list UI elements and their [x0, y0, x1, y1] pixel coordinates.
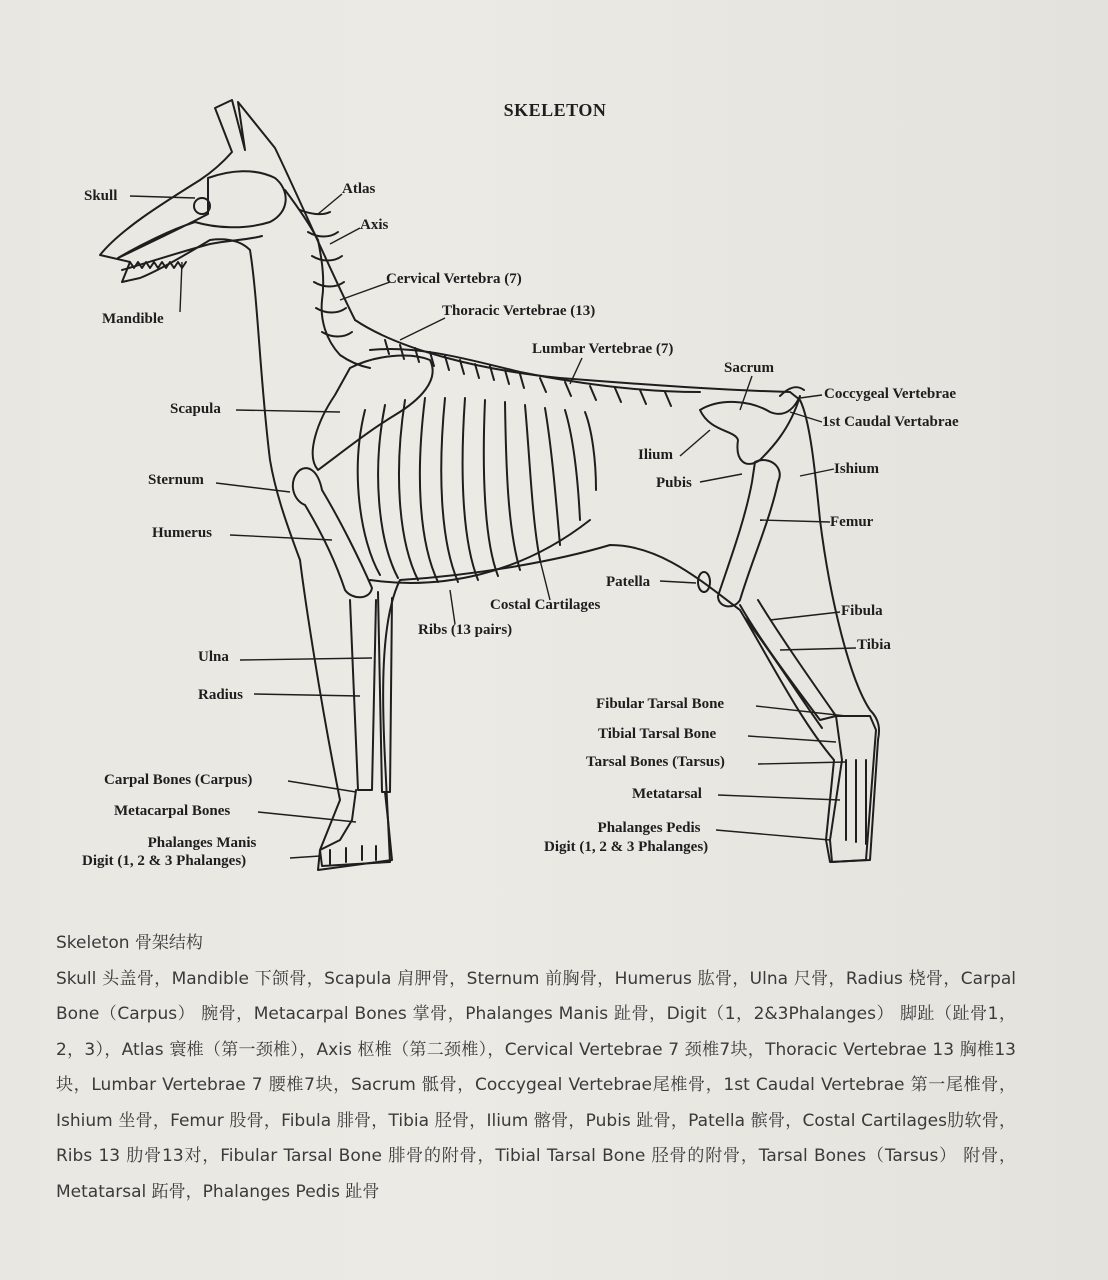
- label-thoracic-vertebrae: Thoracic Vertebrae (13): [442, 303, 596, 319]
- label-tarsal-bones: Tarsal Bones (Tarsus): [586, 754, 725, 770]
- label-fibular-tarsal-bone: Fibular Tarsal Bone: [596, 696, 725, 712]
- ribcage: [358, 398, 596, 583]
- label-digit-hind: Digit (1, 2 & 3 Phalanges): [544, 839, 709, 855]
- label-skull: Skull: [84, 188, 118, 204]
- label-cervical-vertebra: Cervical Vertebra (7): [386, 271, 522, 287]
- label-sacrum: Sacrum: [724, 360, 774, 376]
- label-sternum: Sternum: [148, 472, 204, 488]
- pelvis-shape: [700, 396, 800, 464]
- label-axis: Axis: [360, 217, 389, 233]
- label-phalanges-pedis: Phalanges Pedis: [597, 820, 701, 836]
- label-coccygeal-vertebrae: Coccygeal Vertebrae: [824, 386, 957, 402]
- label-metatarsal: Metatarsal: [632, 786, 702, 802]
- label-1st-caudal-vertebrae: 1st Caudal Vertabrae: [822, 414, 959, 430]
- label-lumbar-vertebrae: Lumbar Vertebrae (7): [532, 341, 674, 357]
- label-ilium: Ilium: [638, 447, 674, 463]
- label-digit-front: Digit (1, 2 & 3 Phalanges): [82, 853, 247, 869]
- label-phalanges-manis: Phalanges Manis: [147, 835, 257, 851]
- caption-heading: Skeleton 骨架结构: [56, 933, 203, 953]
- femur-shape: [718, 460, 780, 606]
- label-mandible: Mandible: [102, 311, 164, 327]
- leader-lines: [130, 194, 856, 858]
- caption-block: [56, 926, 1016, 1210]
- tibia-fibula: [740, 600, 836, 728]
- label-pubis: Pubis: [656, 475, 692, 491]
- label-fibula: Fibula: [841, 603, 883, 619]
- cervical-vertebrae: [285, 190, 370, 368]
- label-carpal-bones: Carpal Bones (Carpus): [104, 772, 253, 788]
- label-patella: Patella: [606, 574, 651, 590]
- diagram-title: SKELETON: [503, 100, 607, 120]
- caption-body: Skull 头盖骨，Mandible 下颌骨，Scapula 肩胛骨，Sternum 前胸骨，Humerus 肱骨，Ulna 尺骨，Radius 桡骨，Carpal Bone（Carpus） 腕骨，Metacarpal Bones 掌骨，Phalanges Manis 趾骨，Digit（1，2&3Phalanges） 脚趾（趾骨1，2，3），Atlas 寰椎（第一颈椎），Axis 枢椎（第二颈椎），Cervical Vertebrae 7 颈椎7块，Thoracic Vertebrae 13 胸椎13块，Lumbar Vertebrae 7 腰椎7块，Sacrum 骶骨，Coccygeal Vertebrae尾椎骨，1st Caudal Vertebrae 第一尾椎骨，Ishium 坐骨，Femur 股骨，Fibula 腓骨，Tibia 胫骨，Ilium 髂骨，Pubis 趾骨，Patella 髌骨，Costal Cartilages肋软骨，Ribs 13 肋骨13对，Fibular Tarsal Bone 腓骨的附骨，Tibial Tarsal Bone 胫骨的附骨，Tarsal Bones（Tarsus） 附骨，Metatarsal 跖骨，Phalanges Pedis 趾骨: [56, 968, 1016, 1202]
- label-ribs: Ribs (13 pairs): [418, 622, 513, 638]
- label-metacarpal-bones: Metacarpal Bones: [114, 803, 231, 819]
- label-tibia: Tibia: [857, 637, 891, 653]
- label-atlas: Atlas: [342, 181, 376, 197]
- body-outline: [100, 100, 879, 870]
- label-costal-cartilages: Costal Cartilages: [490, 597, 601, 613]
- label-ishium: Ishium: [834, 461, 880, 477]
- label-tibial-tarsal-bone: Tibial Tarsal Bone: [598, 726, 717, 742]
- label-radius: Radius: [198, 687, 244, 703]
- label-scapula: Scapula: [170, 401, 221, 417]
- label-ulna: Ulna: [198, 649, 229, 665]
- humerus-shape: [293, 468, 372, 597]
- label-femur: Femur: [830, 514, 874, 530]
- hind-foot: [830, 716, 876, 862]
- label-humerus: Humerus: [152, 525, 212, 541]
- scapula-shape: [313, 356, 433, 470]
